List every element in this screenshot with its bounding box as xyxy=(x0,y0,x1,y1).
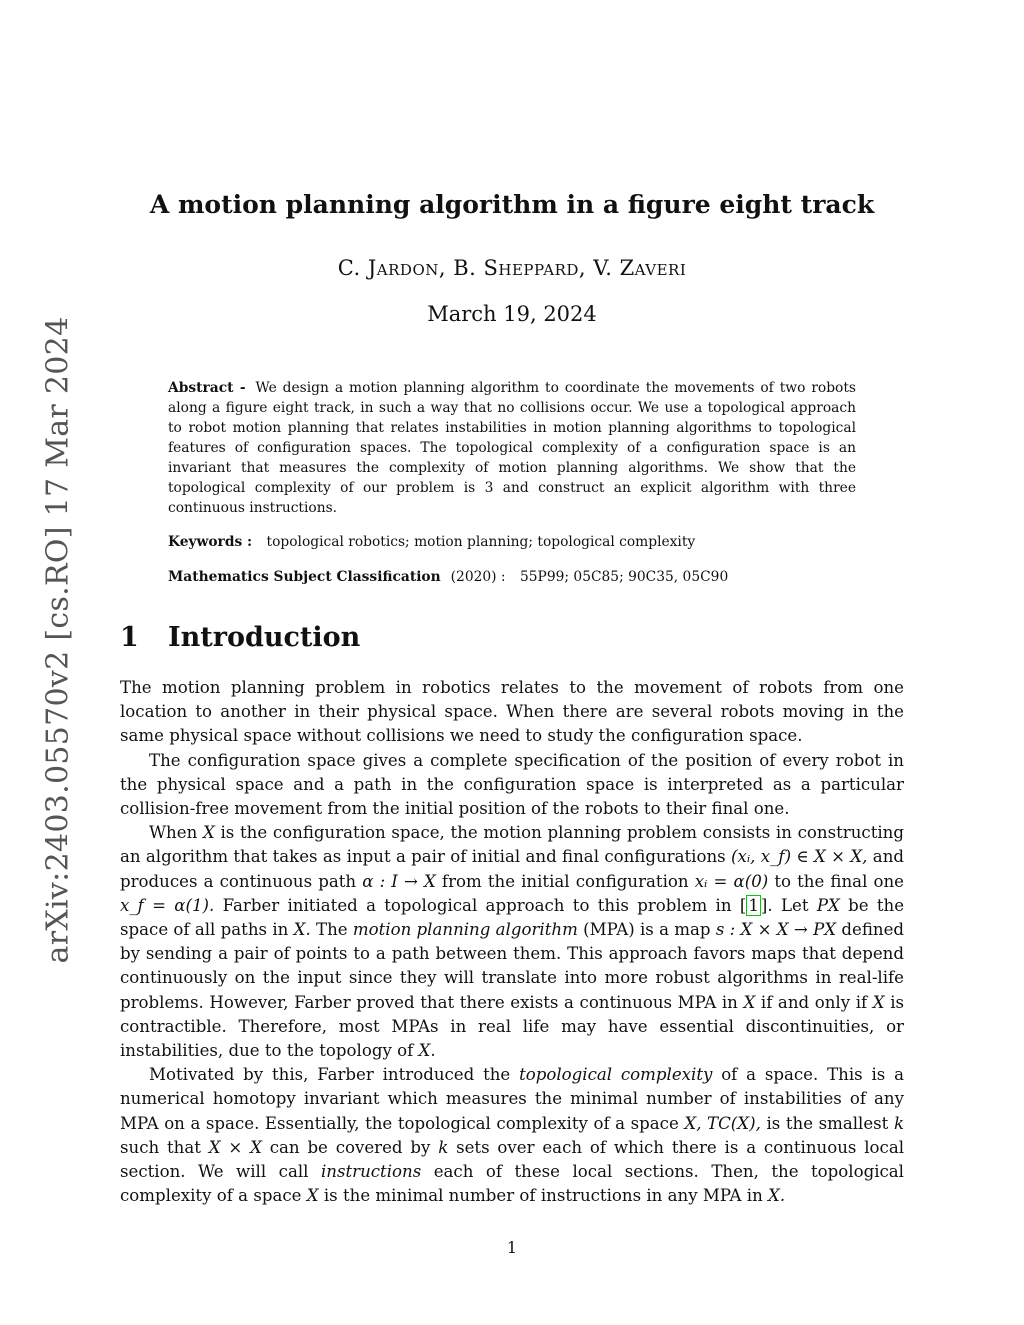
math-span: x_f = α(1). xyxy=(120,895,215,915)
keywords-text: topological robotics; motion planning; topological complexity xyxy=(266,534,696,550)
text-span: is the minimal number of instructions in any MPA in xyxy=(323,1186,763,1206)
math-span: X xyxy=(743,992,756,1012)
math-span: X. xyxy=(293,920,311,940)
text-span: When xyxy=(149,823,198,843)
text-span: sets over each of which there is a continuous local section. We will call xyxy=(120,1137,905,1182)
text-span: such that xyxy=(120,1137,201,1157)
emphasis: topological complexity xyxy=(519,1065,713,1085)
paper-title: A motion planning algorithm in a figure eight track xyxy=(149,190,875,219)
math-span: X. xyxy=(768,1186,786,1206)
math-span: X xyxy=(202,823,215,843)
msc-codes: 55P99; 05C85; 90C35, 05C90 xyxy=(519,569,729,585)
text-span: and produces a continuous path xyxy=(120,847,904,891)
section-title: Introduction xyxy=(168,622,361,653)
text-span: is contractible. Therefore, most MPAs in real life may have essential discontinuities, or instabilities, due to the topology of xyxy=(120,992,905,1061)
paragraph-2: The configuration space gives a complete specification of the position of every robot in the physical space and a path in the configuration space is interpreted as a particular collision-free movement from the initial position of the robots to their final one. xyxy=(120,750,904,819)
text-span: is the configuration space, the motion planning problem consists in constructing an algorithm that takes as input a pair of initial and final configurations xyxy=(120,823,904,867)
section-heading xyxy=(120,622,360,653)
math-span: s : X × X → PX xyxy=(715,920,837,940)
paragraph-1: The motion planning problem in robotics relates to the movement of robots from one location to another in their physical space. When there are several robots moving in the same physical space without collisions we need to study the configuration space. xyxy=(120,678,904,746)
abstract xyxy=(168,378,856,518)
citation-number[interactable]: 1 xyxy=(748,895,759,915)
page-number: 1 xyxy=(506,1238,518,1257)
text-span: each of these local sections. Then, the topological complexity of a space xyxy=(120,1162,904,1206)
emphasis: instructions xyxy=(320,1162,422,1182)
text-span: Farber initiated a topological approach to this problem in xyxy=(222,895,732,915)
keywords xyxy=(168,534,856,550)
msc-classification xyxy=(168,569,856,585)
text-span: (MPA) is a map xyxy=(583,920,711,940)
section-number: 1 xyxy=(120,622,139,653)
emphasis: motion planning algorithm xyxy=(352,920,578,940)
abstract-text: We design a motion planning algorithm to coordinate the movements of two robots along a figure eight track, in such a way that no collisions occur. We use a topological approach to robot motion planning that relates instabilities in motion planning algorithms to topological features of configuration spaces. The topological complexity of a configuration space is an invariant that measures the complexity of motion planning algorithms. We show that the topological complexity of our problem is 3 and construct an explicit algorithm with three continuous instructions. xyxy=(168,380,856,516)
math-span: X xyxy=(306,1186,319,1206)
math-span: k xyxy=(438,1137,449,1157)
math-span: k xyxy=(893,1113,905,1133)
abstract-label: Abstract - xyxy=(168,380,246,396)
text-span: be the space of all paths in xyxy=(120,895,905,940)
math-span: X × X xyxy=(208,1137,262,1157)
text-span: from the initial configuration xyxy=(441,871,689,891)
citation-link[interactable]: [ 1 ] xyxy=(739,895,768,915)
text-span: to the final one xyxy=(774,871,904,891)
math-span: PX xyxy=(816,895,840,915)
math-span: α : I → X xyxy=(362,871,436,891)
paper-date: March 19, 2024 xyxy=(427,302,597,326)
text-span: of a space. This is a numerical homotopy invariant which measures the minimal number of instabilities of any MPA on a space. Essentially, the topological complexity of a space xyxy=(120,1065,904,1133)
text-span: Motivated by this, Farber introduced the xyxy=(149,1065,511,1085)
paragraph-4 xyxy=(120,1063,904,1208)
msc-year: (2020) : xyxy=(450,569,506,585)
text-span: is the smallest xyxy=(766,1113,889,1133)
math-span: X, TC(X), xyxy=(684,1113,761,1133)
keywords-label: Keywords : xyxy=(168,534,253,550)
text-span: if and only if xyxy=(760,992,868,1012)
math-span: (xᵢ, x_f) ∈ X × X, xyxy=(731,847,868,867)
math-span: X. xyxy=(418,1041,436,1061)
text-span: can be covered by xyxy=(269,1137,431,1157)
math-span: xᵢ = α(0) xyxy=(694,871,769,891)
text-span: The xyxy=(316,920,348,940)
section-body xyxy=(120,676,904,1208)
text-span: defined by sending a pair of points to a path between them. This approach favors maps that depend continuously on the input since they will translate into more robust algorithms in real-life problems. However, Farber proved that there exists a continuous MPA in xyxy=(120,920,905,1012)
paragraph-3 xyxy=(120,821,904,1063)
paper-authors: C. Jardon, B. Sheppard, V. Zaveri xyxy=(337,256,687,280)
msc-label: Mathematics Subject Classification xyxy=(168,569,441,585)
arxiv-identifier-stamp: arXiv:2403.05570v2 [cs.RO] 17 Mar 2024 xyxy=(40,316,76,964)
text-span: . Let xyxy=(767,895,809,915)
math-span: X xyxy=(872,992,885,1012)
